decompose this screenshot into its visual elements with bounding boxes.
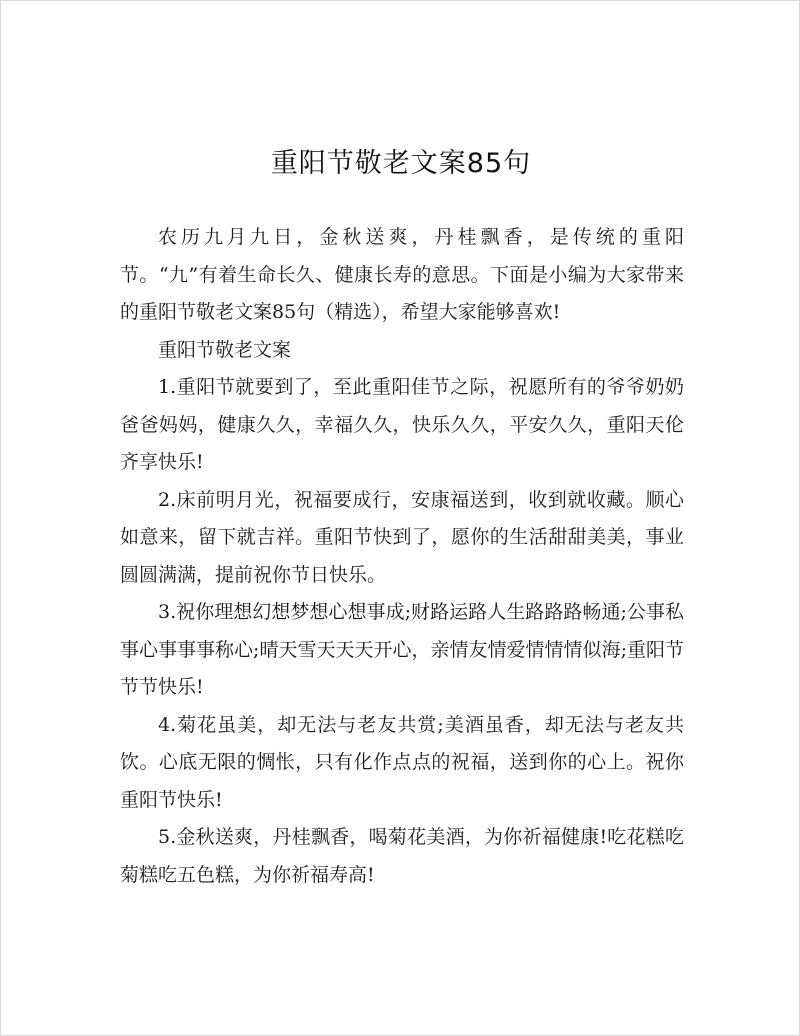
document-body — [120, 219, 684, 894]
section-heading: 重阳节敬老文案 — [158, 338, 292, 361]
list-item: 3.祝你理想幻想梦想心想事成;财路运路人生路路路畅通;公事私事心事事事称心;晴天雪天天天开心，亲情友情爱情情情似海;重阳节节节快乐! — [120, 601, 684, 698]
list-item: 1.重阳节就要到了，至此重阳佳节之际，祝愿所有的爷爷奶奶爸爸妈妈，健康久久，幸福久久，快乐久久，平安久久，重阳天伦齐享快乐! — [120, 376, 684, 473]
intro-paragraph: 农历九月九日，金秋送爽，丹桂飘香，是传统的重阳节。“九”有着生命长久、健康长寿的意思。下面是小编为大家带来的重阳节敬老文案85句（精选），希望大家能够喜欢! — [120, 226, 684, 323]
list-item: 2.床前明月光，祝福要成行，安康福送到，收到就收藏。顺心如意来，留下就吉祥。重阳节快到了，愿你的生活甜甜美美，事业圆圆满满，提前祝你节日快乐。 — [120, 488, 684, 586]
list-item: 4.菊花虽美，却无法与老友共赏;美酒虽香，却无法与老友共饮。心底无限的惆怅，只有化作点点的祝福，送到你的心上。祝你重阳节快乐! — [120, 713, 684, 811]
list-item: 5.金秋送爽，丹桂飘香，喝菊花美酒，为你祈福健康!吃花糕吃菊糕吃五色糕，为你祈福寿高! — [120, 826, 684, 886]
document-title: 重阳节敬老文案85句 — [270, 148, 532, 179]
